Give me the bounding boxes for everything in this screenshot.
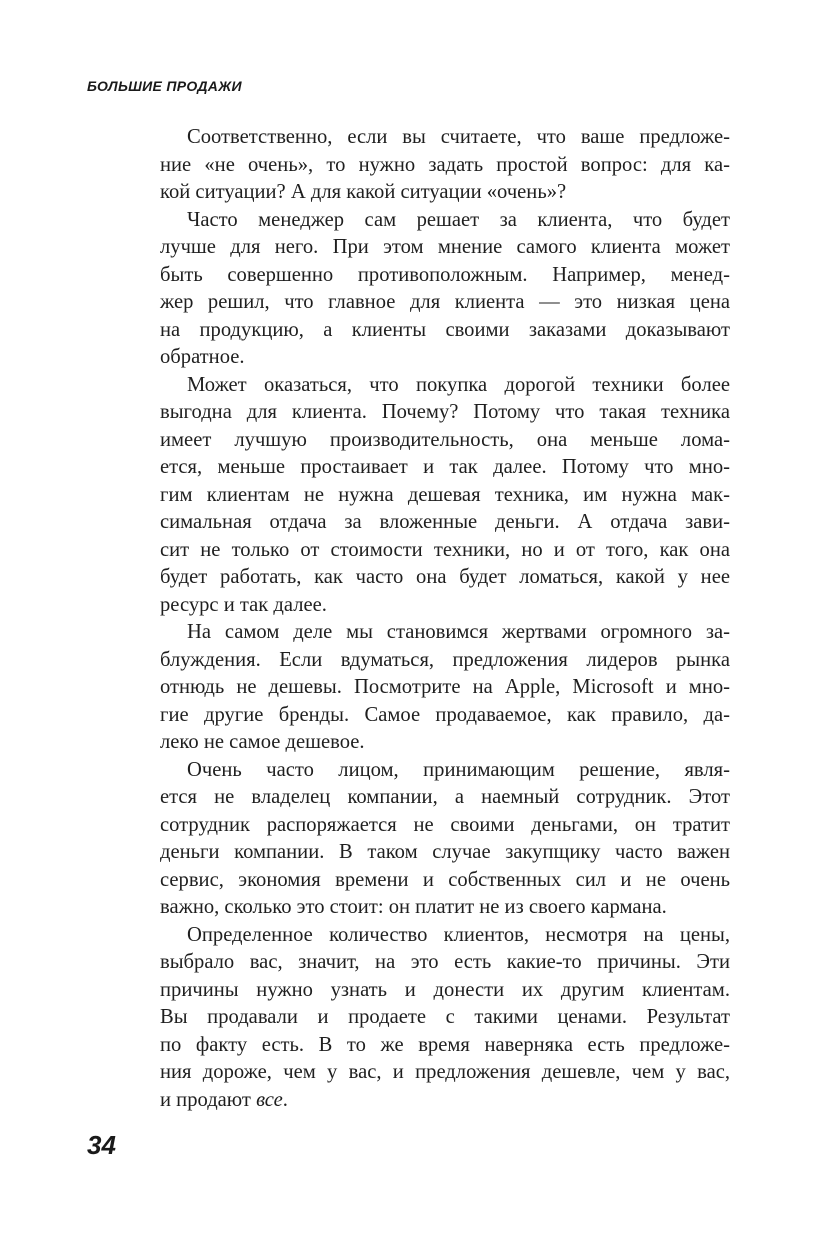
text-line: выгодна для клиента. Почему? Потому что такая техника — [160, 401, 730, 423]
body-text — [160, 124, 730, 1114]
text-line: Вы продавали и продаете с такими ценами. Результат — [160, 1006, 730, 1028]
text-line: блуждения. Если вдуматься, предложения лидеров рынка — [160, 648, 730, 671]
running-header: БОЛЬШИЕ ПРОДАЖИ — [87, 78, 242, 94]
paragraph-1 — [160, 124, 730, 207]
text-line: ется, меньше простаивает и так далее. Потому что мно- — [160, 456, 730, 478]
text-line: на продукцию, а клиенты своими заказами доказывают — [160, 318, 730, 341]
paragraph-5 — [160, 757, 730, 922]
page-number: 34 — [87, 1130, 116, 1160]
text-line: ется не владелец компании, а наемный сотрудник. Этот — [160, 786, 730, 808]
paragraph-6 — [160, 922, 730, 1115]
text-line: гие другие бренды. Самое продаваемое, как правило, да- — [160, 703, 730, 726]
text-line: выбрало вас, значит, на это есть какие-то причины. Эти — [160, 951, 730, 973]
text-fragment: . — [282, 1088, 288, 1111]
text-line: важно, сколько это стоит: он платит не из своего кармана. — [160, 896, 667, 918]
text-line: отнюдь не дешевы. Посмотрите на Apple, Microsoft и мно- — [160, 676, 730, 698]
text-line: деньги компании. В таком случае закупщику часто важен — [160, 841, 730, 863]
text-line: сервис, экономия времени и собственных сил и не очень — [160, 868, 730, 891]
emphasis-text: все — [256, 1088, 283, 1111]
text-line: Может оказаться, что покупка дорогой техники более — [187, 373, 730, 396]
paragraph-4 — [160, 619, 730, 757]
text-line: имеет лучшую производительность, она меньше лома- — [160, 428, 730, 451]
text-line: жер решил, что главное для клиента — это низкая цена — [160, 291, 730, 313]
paragraph-2 — [160, 207, 730, 372]
paragraph-3 — [160, 372, 730, 620]
text-line: Соответственно, если вы считаете, что ваше предложе- — [187, 126, 730, 148]
text-fragment: и продают — [160, 1088, 257, 1111]
text-line: На самом деле мы становимся жертвами огромного за- — [187, 621, 730, 643]
text-line: будет работать, как часто она будет ломаться, какой у нее — [160, 566, 730, 588]
text-line: по факту есть. В то же время наверняка есть предложе- — [160, 1033, 730, 1056]
text-line: Очень часто лицом, принимающим решение, явля- — [187, 758, 730, 781]
text-line: Определенное количество клиентов, несмотря на цены, — [187, 923, 730, 946]
text-line: лучше для него. При этом мнение самого клиента может — [160, 236, 730, 258]
text-line: сотрудник распоряжается не своими деньгами, он тратит — [160, 813, 730, 836]
text-line: леко не самое дешевое. — [160, 731, 365, 753]
text-line: Часто менеджер сам решает за клиента, что будет — [187, 208, 730, 231]
text-line: быть совершенно противоположным. Например, менед- — [160, 263, 730, 286]
text-line: ния дороже, чем у вас, и предложения дешевле, чем у вас, — [160, 1061, 730, 1083]
text-line: сит не только от стоимости техники, но и от того, как она — [160, 538, 730, 561]
text-line: гим клиентам не нужна дешевая техника, им нужна мак- — [160, 483, 730, 506]
text-line: причины нужно узнать и донести их другим клиентам. — [160, 978, 730, 1001]
text-line: ресурс и так далее. — [160, 593, 327, 616]
text-line: симальная отдача за вложенные деньги. А отдача зави- — [160, 511, 730, 533]
text-line: обратное. — [160, 346, 245, 368]
text-line: ние «не очень», то нужно задать простой вопрос: для ка- — [160, 153, 730, 176]
text-line: кой ситуации? А для какой ситуации «очень»? — [160, 181, 567, 203]
text-line — [160, 1087, 730, 1115]
